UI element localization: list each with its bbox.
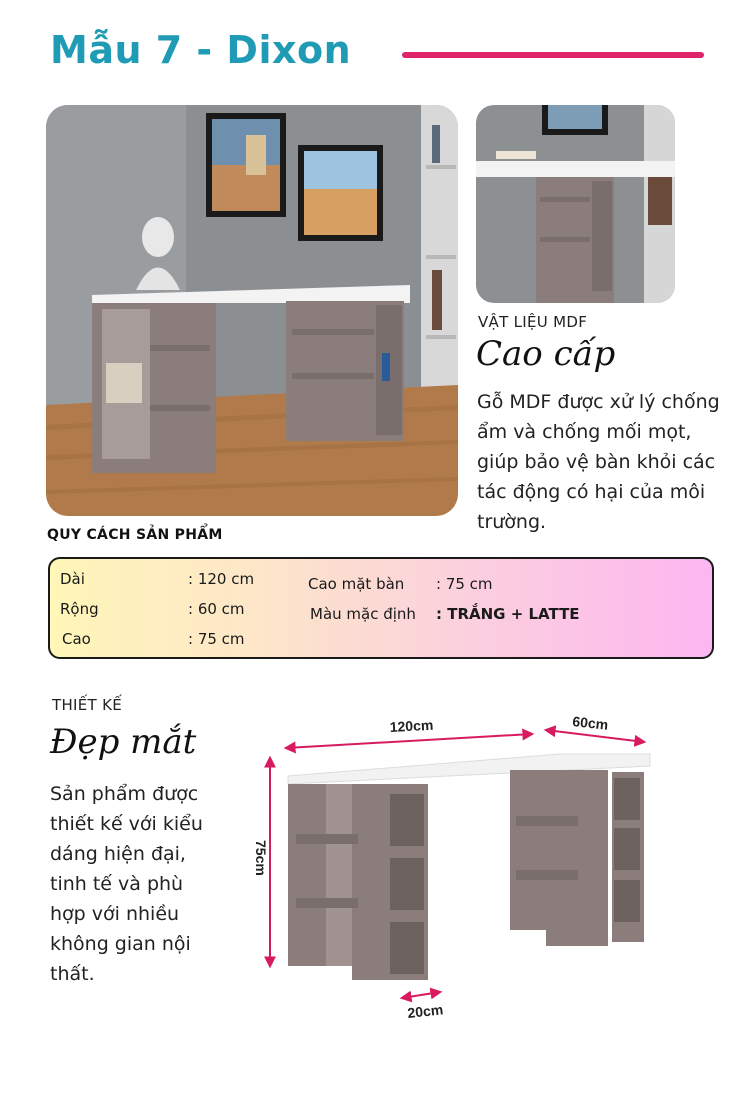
design-line: không gian nội (50, 933, 191, 955)
spec-value-desk-height: : 75 cm (436, 575, 493, 593)
material-line: Gỗ MDF được xử lý chống (477, 391, 720, 413)
material-description (477, 387, 720, 537)
design-line: hợp với nhiều (50, 903, 180, 925)
design-line: tinh tế và phù (50, 873, 184, 895)
dimension-width-label: 60cm (571, 713, 609, 733)
material-headline: Cao cấp (476, 334, 616, 374)
spec-label-desk-height: Cao mặt bàn (308, 575, 405, 593)
design-kicker: THIẾT KẾ (52, 696, 122, 714)
design-line: dáng hiện đại, (50, 843, 186, 865)
spec-label-color: Màu mặc định (310, 605, 416, 623)
material-line: trường. (477, 511, 547, 533)
design-headline: Đẹp mắt (50, 722, 197, 762)
spec-label-length: Dài (60, 570, 85, 588)
dimension-length-label: 120cm (389, 716, 434, 735)
specs-table (48, 557, 714, 659)
design-line: thiết kế với kiểu (50, 813, 203, 835)
spec-label-width: Rộng (60, 600, 99, 618)
material-line: ẩm và chống mối mọt, (477, 421, 692, 443)
spec-value-width: : 60 cm (188, 600, 245, 618)
spec-value-length: : 120 cm (188, 570, 255, 588)
title-accent-bar (402, 52, 704, 58)
page-title: Mẫu 7 - Dixon (50, 28, 352, 72)
spec-value-height: : 75 cm (188, 630, 245, 648)
spec-value-color: : TRẮNG + LATTE (436, 605, 580, 623)
material-line: tác động có hại của môi (477, 481, 706, 503)
design-description (50, 779, 203, 989)
specs-heading: QUY CÁCH SẢN PHẨM (47, 527, 223, 543)
product-photo-room (46, 105, 458, 516)
material-line: giúp bảo vệ bàn khỏi các (477, 451, 716, 473)
product-photo-detail (476, 105, 675, 303)
design-line: Sản phẩm được (50, 783, 199, 805)
dimension-depth-label: 20cm (406, 1001, 444, 1021)
dimension-height-label: 75cm (253, 840, 269, 876)
spec-label-height: Cao (62, 630, 91, 648)
dimension-diagram (250, 700, 670, 1030)
design-line: thất. (50, 963, 95, 985)
material-kicker: VẬT LIỆU MDF (478, 313, 588, 331)
